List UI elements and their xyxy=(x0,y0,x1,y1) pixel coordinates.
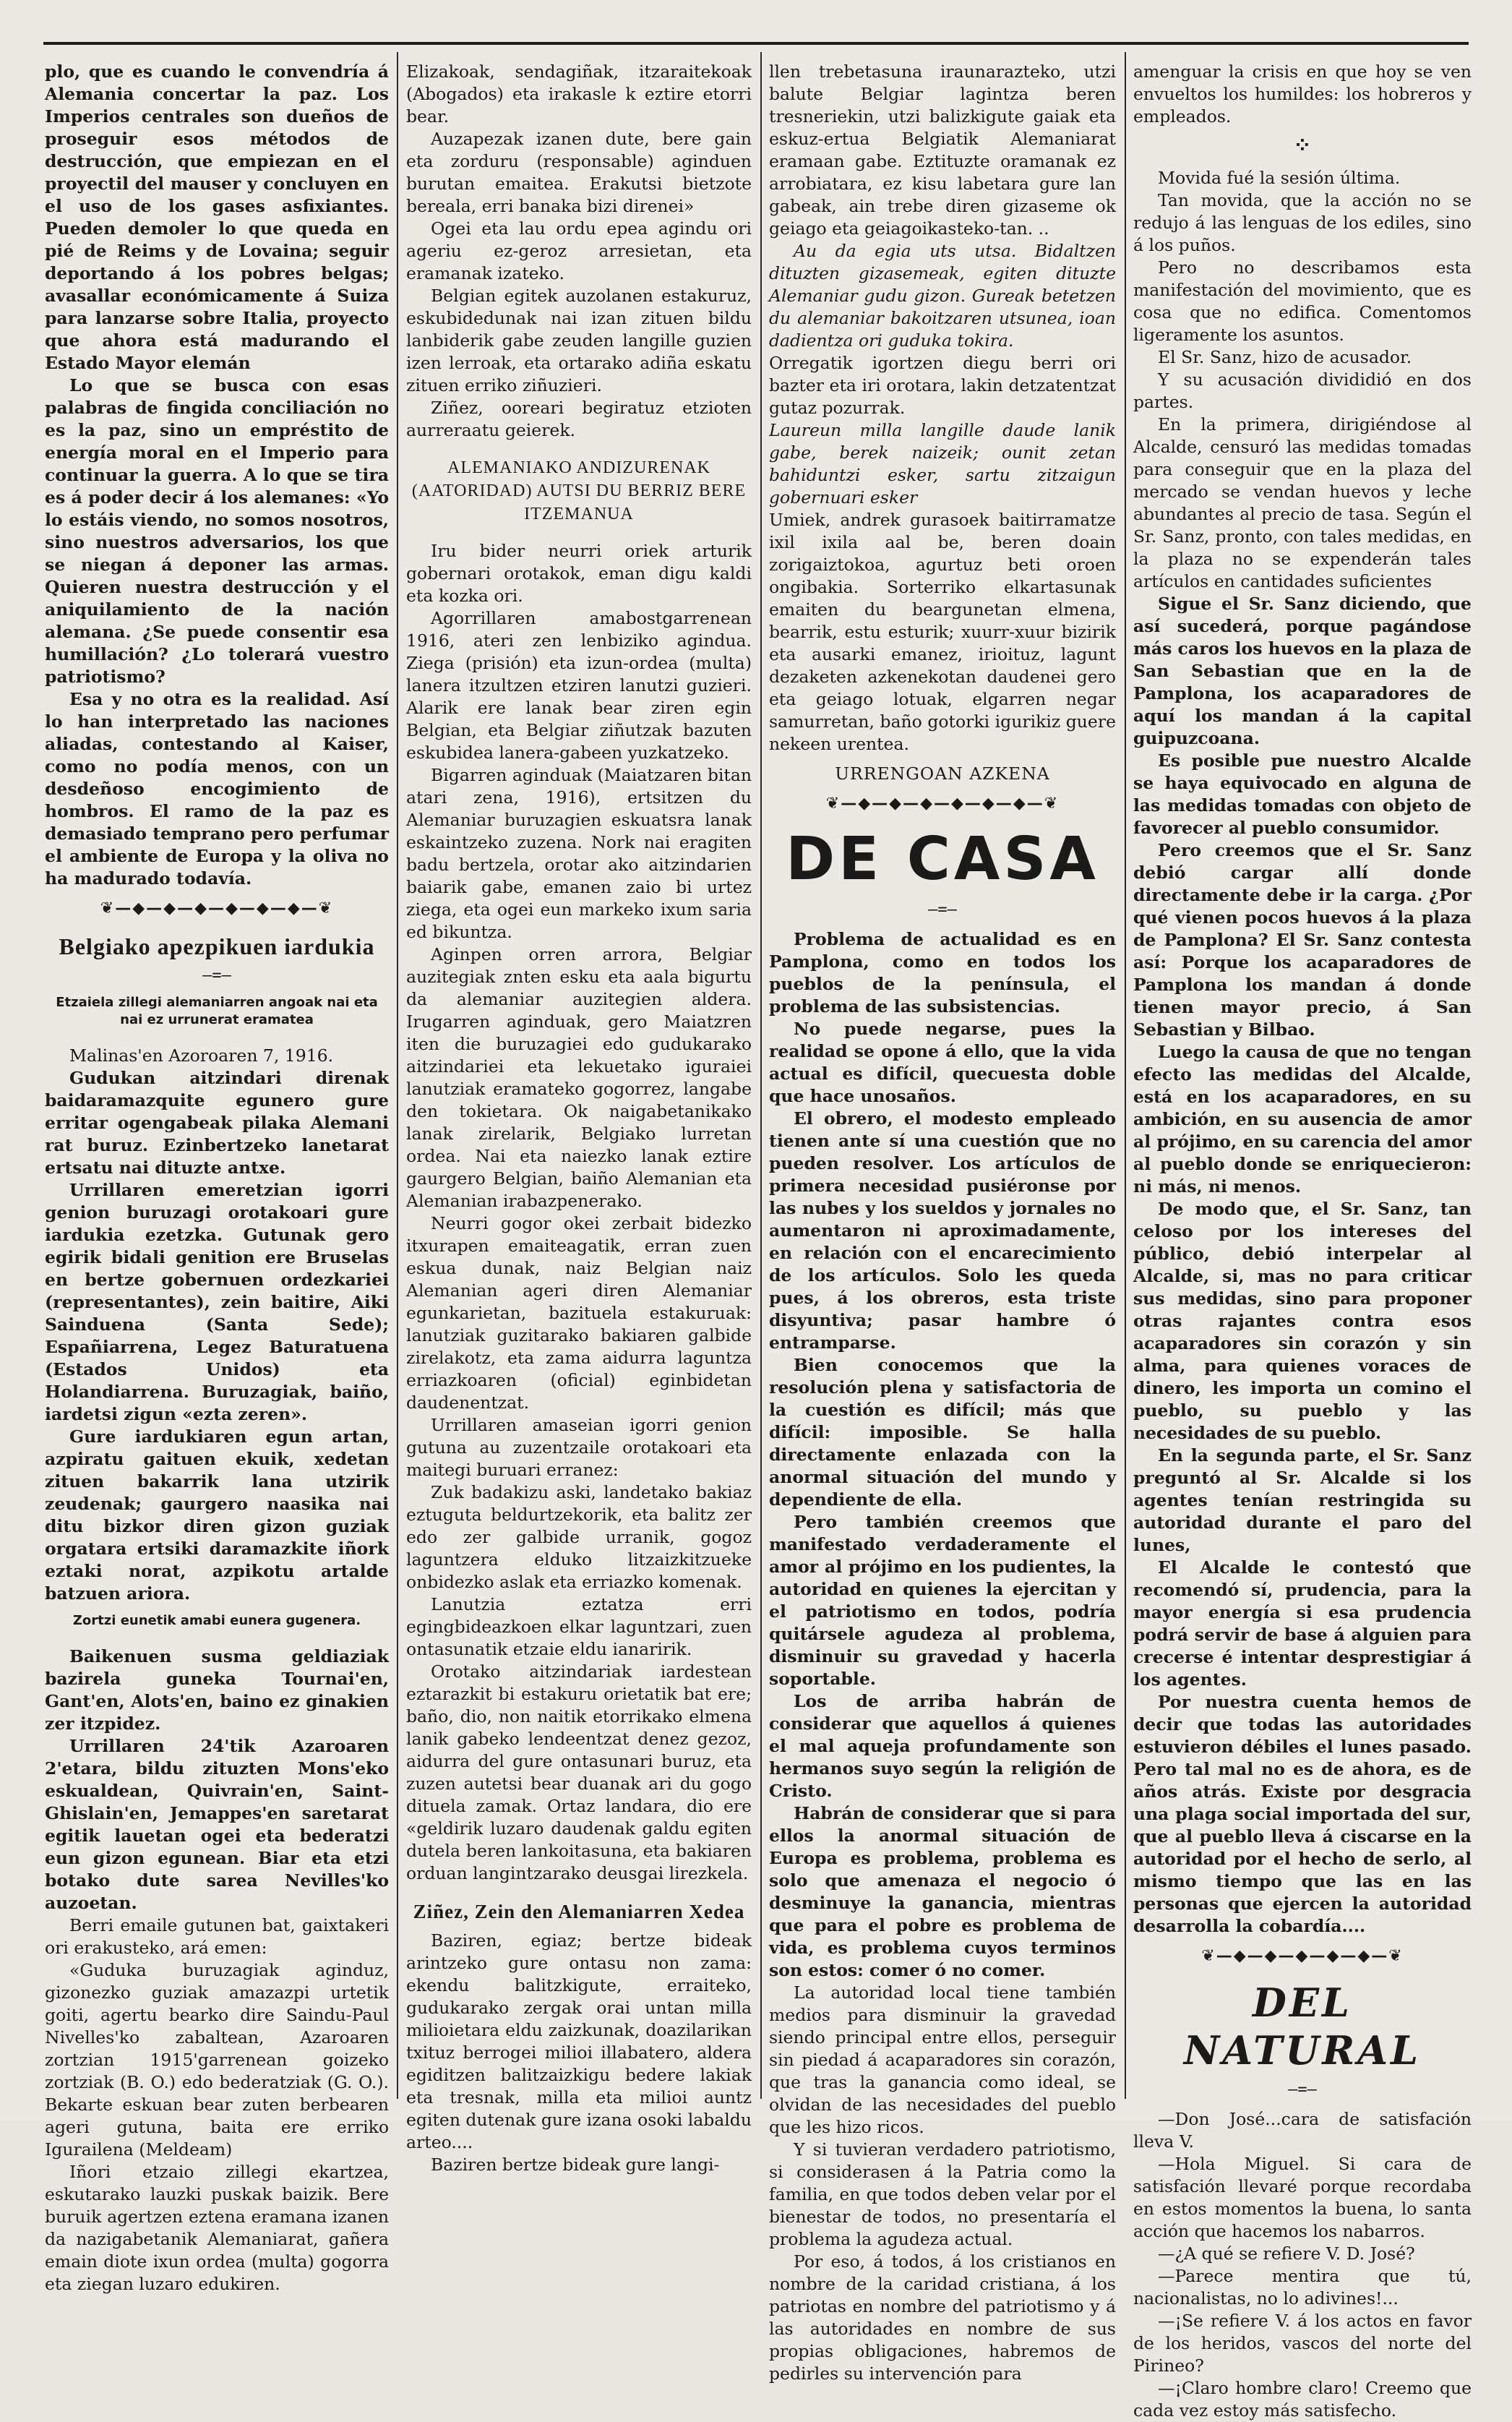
paragraph: Berri emaile gutunen bat, gaixtakeri ori erakusteko, ará emen: xyxy=(45,1915,389,1958)
dots-ornament: ⁘ xyxy=(1293,133,1312,158)
paragraph: Elizakoak, sendagiñak, itzaraitekoak (Abogados) eta irakasle k eztire etorri bear. xyxy=(406,61,752,127)
section-title-del-natural: DEL NATURAL xyxy=(1183,1980,1422,2074)
paragraph: amenguar la crisis en que hoy se ven envueltos los humildes: los hobreros y empleados. xyxy=(1133,61,1472,127)
paragraph: Luego la causa de que no tengan efecto las medidas del Alcalde, está en los acaparadores, en su ambición, en su ausencia de amor al prójimo, en su carencia del amor al pueblo donde se enriquecieron: ni más, ni menos. xyxy=(1133,1042,1472,1197)
paragraph: Ogei eta lau ordu epea agindu ori ageriu ez-geroz arresietan, eta eramanak izateko. xyxy=(406,218,752,283)
paragraph: Lanutzia eztatza erri egingbideazkoen elkar laguntzari, zuen ontasunatik etzaie eldu ianaririk. xyxy=(406,1594,752,1659)
separator: —=— xyxy=(928,901,957,919)
paragraph: En la primera, dirigiéndose al Alcalde, censuró las medidas tomadas para conseguir que en la plaza del mercado se vendan huevos y leche abundantes al precio de tasa. Según el Sr. Sanz, pronto, con tales medidas, en la plaza no se expenderán tales artículos en cantidades suficientes xyxy=(1133,414,1472,591)
column-4 xyxy=(1133,61,1472,2421)
paragraph: Zuk badakizu aski, landetako bakiaz eztuguta beldurtzekorik, eta balitz zer edo zer galbide urranik, gogoz laguntzera elduko litzaizkitzueke onbidezko aslak eta erriazko komenak. xyxy=(406,1482,752,1592)
column-divider xyxy=(397,52,398,2099)
dialogue-line: —¿A qué se refiere V. D. José? xyxy=(1158,2243,1415,2264)
paragraph: Los de arriba habrán de considerar que aquellos á quienes el mal aqueja profundamente son hermanos suyo según la religión de Cristo. xyxy=(769,1691,1116,1801)
paragraph: Orotako aitzindariak iardestean eztarazkit bi estakuru orietatik bat ere; baño, dio, non naitik etorrikako elmena lanik gabeko lendeentzat denez gezoz, aidurra del gure ontasunari buruz, eta zuzen autetsi bear duanak ari du gogo dituela zamak. Ortaz landara, dio ere «geldirik luzaro daudenak galdu egiten dutela beren lankoitasuna, eta bakiaren orduan langintzarako deusgai lirezkela. xyxy=(406,1661,752,1883)
paragraph: Urrillaren amaseian igorri genion gutuna au zuzentzaile orotakoari eta maitegi buruari erranez: xyxy=(406,1415,752,1480)
section-headline: Ziñez, Zein den Alemaniarren Xedea xyxy=(413,1901,745,1922)
paragraph: Esa y no otra es la realidad. Así lo han interpretado las naciones aliadas, contestando al Kaiser, como no podía menos, con un desdeñoso encogimiento de hombros. El ramo de la paz es demasiado temprano pero perfumar el ambiente de Europa y la oliva no ha madurado todavía. xyxy=(45,689,389,889)
paragraph: Agorrillaren amabostgarrenean 1916, ateri zen lenbiziko agindua. Ziega (prisión) eta izun-ordea (multa) lanera itzultzen etziren lanutzi guzieri. Alarik ere lanak bear ziren egin Belgian, eta Belgiar ziñutzak bazuten eskubidea lanera-gabeen yuzkatzeko. xyxy=(406,608,752,763)
paragraph: Orregatik igortzen diegu berri ori bazter eta iri orotara, lakin detzatentzat gutaz pozurrak. xyxy=(769,353,1116,418)
paragraph: El Sr. Sanz, hizo de acusador. xyxy=(1158,347,1412,367)
paragraph: Urrillaren emeretzian igorri genion buruzagi orotakoari gure iardukia ezetzka. Gutunak gero egirik bidali genition ere Bruselas en bertze gobernuen ordezkariei (representantes), zein baitire, Aiki Sainduena (Santa Sede); Españiarrena, Legez Baturatuena (Estados Unidos) eta Holandiarrena. Buruzagiak, baiño, iardetsi zigun «ezta zeren». xyxy=(45,1180,389,1424)
article-subheadline: Etzaiela zillegi alemaniarren angoak nai eta nai ez urrunerat eramatea xyxy=(56,995,378,1027)
column-1 xyxy=(45,61,389,2294)
paragraph: Y si tuvieran verdadero patriotismo, si considerasen á la Patria como la familia, en que todos deben velar por el bienestar de todos, no presentaría el problema la agudeza actual. xyxy=(769,2139,1116,2249)
dateline: Malinas'en Azoroaren 7, 1916. xyxy=(69,1045,334,1066)
separator: —=— xyxy=(202,967,231,985)
ornament-separator: ❦—◆—◆—◆—◆—◆—❦ xyxy=(1201,1947,1404,1965)
paragraph: Baikenuen susma geldiaziak bazirela guneka Tournai'en, Gant'en, Alots'en, baino ez ginakien zer itzpidez. xyxy=(45,1646,389,1734)
paragraph: Y su acusación divididió en dos partes. xyxy=(1133,369,1472,412)
paragraph: Bien conocemos que la resolución plena y satisfactoria de la cuestión es difícil; más que difícil: imposible. Se halla directamente enlazada con la anormal situación del mundo y dependiente de ella. xyxy=(769,1355,1116,1510)
article-headline: Belgiako apezpikuen iardukia xyxy=(59,933,375,959)
paragraph: Baziren bertze bideak gure langi- xyxy=(431,2154,720,2175)
dialogue-line: —Hola Miguel. Si cara de satisfación llevaré porque recordaba en estos momentos la buena, lo santa acción que hacemos los nabarros. xyxy=(1133,2154,1472,2241)
ornament-separator: ❦—◆—◆—◆—◆—◆—◆—❦ xyxy=(825,795,1060,813)
paragraph: Por nuestra cuenta hemos de decir que todas las autoridades estuvieron débiles el lunes pasado. Pero tal mal no es de ahora, es de años atrás. Existe por desgracia una plaga social importada del sur, que al pueblo lleva á ciscarse en la autoridad por el hecho de serlo, al mismo tiempo que las en las personas que ejercen la autoridad desarrolla la cobardía.... xyxy=(1133,1692,1472,1936)
paragraph: Habrán de considerar que si para ellos la anormal situación de Europa es problema, problema es solo que amenaza el negocio ó desminuye la ganancia, mientras que para el pobre es problema de vida, es problema cuyos terminos son estos: comer ó no comer. xyxy=(769,1803,1116,1980)
paragraph: La autoridad local tiene también medios para disminuir la gravedad siendo principal entre ellos, perseguir sin piedad á acaparadores sin corazón, que tras la ganancia como ideal, se olvidan de las necesidades del pueblo que les hizo ricos. xyxy=(769,1982,1116,2137)
paragraph: Bigarren aginduak (Maiatzaren bitan atari zena, 1916), ertsitzen du Alemaniar buruzagien eskuatsra lanak eskaintzeko zuzena. Nork nai eragiten badu bertzela, orotar ako aitzindarien baiarik gabe, emanen zaio bi urtez ziega, eta ogei eun markeko ixum saria ed bikuntza. xyxy=(406,765,752,942)
paragraph: Lo que se busca con esas palabras de fingida conciliación no es la paz, sino un empréstito de energía moral en el Imperio para continuar la guerra. A lo que se tira es á poder decir á los alemanes: «Yo lo estáis viendo, no somos nosotros, sino nuestros adversarios, los que se niegan á deponer las armas. Quieren nuestra destrucción y el aniquilamiento de la nación alemana. ¿Se puede consentir esa humillación? ¿Lo tolerará vuestro patriotismo? xyxy=(45,375,389,687)
paragraph: Auzapezak izanen dute, bere gain eta zorduru (responsable) aginduen burutan emaitea. Erakutsi bietzote bereala, erri banaka bizi direnei» xyxy=(406,129,752,216)
continued-note: URRENGOAN AZKENA xyxy=(835,763,1050,784)
separator: —=— xyxy=(1288,2081,1317,2099)
ornament-separator: ❦—◆—◆—◆—◆—◆—◆—❦ xyxy=(100,899,334,917)
paragraph: Au da egia uts utsa. Bidaltzen dituzten gizasemeak, egiten dituzte Alemaniar gudu gizon. Gureak betetzen du alemaniar bakoitzaren utsunea, ioan dadientza ori guduka tokira. xyxy=(769,241,1116,351)
paragraph: Iñori etzaio zillegi ekartzea, eskutarako lauzki puskak baizik. Bere buruik agertzen eztena eramana izanen da nazigabetanik Alemaniarat, gañera emain diote ixun ordea (multa) gogorra eta ziegan luzaro edukiren. xyxy=(45,2162,389,2294)
paragraph: llen trebetasuna iraunarazteko, utzi balute Belgiar lagintza beren tresneriekin, utzi balizkigute gaiak eta eskuz-ertua Belgiatik Alemaniarat eramaan gabe. Eztituzte oramanak ez arrobiatara, ez kisu labetara gure lan gabeak, ain trebe diren gizaseme ok geiago eta geiagoikasteko-tan. .. xyxy=(769,61,1116,239)
paragraph: Pero no describamos esta manifestación del movimiento, que es cosa que no edifica. Comentomos ligeramente los asuntos. xyxy=(1133,257,1472,345)
paragraph: Belgian egitek auzolanen estakuruz, eskubidedunak nai izan zituen bildu lanbiderik gabe zeuden langille guzien izen lerroak, eta ortarako adiña eskatu zituen erriko ziñuzieri. xyxy=(406,286,752,395)
paragraph: Aginpen orren arrora, Belgiar auzitegiak znten esku eta aala bigurtu da alemaniar auzitegien aldera. Irugarren aginduak, gero Maiatzren iten die buruzagiei edo gudukarako aitzindariei eta lekuetako iguraiei lanutziak eramateko gogorrez, langabe den tokietara. Ok naigabetanikako lanak zirelarik, Belgiako lurretan ordea. Nai eta naiezko lanak eztire gaurgero Belgian, baiño Alemanian eta Alemanian irabazpenerako. xyxy=(406,944,752,1211)
paragraph: Urrillaren 24'tik Azaroaren 2'etara, bildu zituzten Mons'eko eskualdean, Quivrain'en, Saint-Ghislain'en, Jemappes'en saretarat egitik lauetan ogei eta bederatzi eun gizon egunean. Biar eta etzi botako dute sarea Nevilles'ko auzoetan. xyxy=(45,1736,389,1913)
paragraph: plo, que es cuando le convendría á Alemania concertar la paz. Los Imperios centrales son dueños de proseguir esos métodos de destrucción, que empiezan en el proyectil del mauser y concluyen en el uso de los gases asfixiantes. Pueden demoler lo que queda en pié de Reims y de Lovaina; seguir deportando á los pobres belgas; avasallar económicamente á Suiza para lanzarse sobre Italia, proyecto que ahora está madurando el Estado Mayor elemán xyxy=(45,61,389,373)
paragraph: Problema de actualidad es en Pamplona, como en todos los pueblos de la península, el problema de las subsistencias. xyxy=(769,929,1116,1017)
column-divider xyxy=(760,52,762,2099)
paragraph: Pero creemos que el Sr. Sanz debió cargar allí donde directamente debe ir la carga. ¿Por qué vienen pocos huevos á la plaza de Pamplona? El Sr. Sanz contesta así: Porque los acaparadores de Pamplona los mandan á donde tienen mayor precio, á San Sebastian y Bilbao. xyxy=(1133,840,1472,1040)
paragraph: Laureun milla langille daude lanik gabe, berek naizeik; ounit zetan bahiduntzi esker, sartu zitzaigun gobernuari esker xyxy=(769,420,1116,508)
column-2 xyxy=(406,61,752,2175)
paragraph: Tan movida, que la acción no se redujo á las lenguas de los ediles, sino á los puños. xyxy=(1133,190,1472,255)
dialogue-line: —Don José...cara de satisfación lleva V. xyxy=(1133,2109,1472,2152)
paragraph: El obrero, el modesto empleado tienen ante sí una cuestión que no pueden resolver. Los artículos de primera necesidad pusiéronse por las nubes y los sueldos y jornales no aumentaron ni aproximadamente, en relación con el encarecimiento de los artículos. Solo les queda pues, á los obreros, esta triste disyuntiva; pasar hambre ó entramparse. xyxy=(769,1108,1116,1353)
column-3 xyxy=(769,61,1116,2384)
section-title-de-casa: DE CASA xyxy=(786,825,1099,894)
paragraph: Es posible pue nuestro Alcalde se haya equivocado en alguna de las medidas tomadas con objeto de favorecer al pueblo consumidor. xyxy=(1133,750,1472,838)
paragraph: Ziñez, ooreari begiratuz etzioten aurreraatu geierek. xyxy=(406,398,752,440)
dialogue-line: —Parece mentira que tú, nacionalistas, no lo adivines!... xyxy=(1133,2266,1472,2308)
paragraph: De modo que, el Sr. Sanz, tan celoso por los intereses del público, debió interpelar al Alcalde, si, mas no para criticar sus medidas, sino para proponer otras rajantes contra esos acaparadores sin corazón y sin alma, para quienes voraces de dinero, les importa un comino el pueblo, su pueblo y las necesidades de su pueblo. xyxy=(1133,1199,1472,1443)
paragraph: Por eso, á todos, á los cristianos en nombre de la caridad cristiana, á los patriotas en nombre del patriotismo y á las autoridades en nombre de sus propias obligaciones, habremos de pedirles su intervención para xyxy=(769,2251,1116,2384)
paragraph: Baziren, egiaz; bertze bideak arintzeko gure ontasu non zama: ekendu balitzkigute, erraiteko, gudukarako zergak orai untan milla milioietara eldu zaizkunak, doazilarikan txituz berrogei milioi illabatero, aldera egiditzen balitzaizkigu bedere lakiak eta tresnak, milla eta milioi auntz egiten dutenak gure izana osoki labaldu arteo.... xyxy=(406,1930,752,2152)
top-rule xyxy=(43,42,1469,45)
column-divider xyxy=(1125,52,1126,2099)
section-headline: ALEMANIAKO ANDIZURENAK (AATORIDAD) AUTSI DU BERRIZ BERE ITZEMANUA xyxy=(411,458,747,523)
paragraph: Neurri gogor okei zerbait bidezko itxurapen emaiteagatik, erran zuen eskua dunak, naiz Belgian naiz Alemanian ageri diren Alemaniar egunkarietan, bazituela estakuruak: lanutziak guzitarako bakiaren galbide zirelakotz, eta zama aidurra laguntza erriazkoaren (oficial) eginbidetan daudenentzat. xyxy=(406,1213,752,1413)
paragraph: El Alcalde le contestó que recomendó sí, prudencia, para la mayor energía si esa prudencia podrá servir de base á alguien para crecerse é intentar desprestigiar á los agentes. xyxy=(1133,1557,1472,1690)
paragraph: Gudukan aitzindari direnak baidaramazquite egunero gure erritar ogengabeak pilaka Alemani rat buruz. Ezinbertzeko lanetarat ertsatu nai dituzte antxe. xyxy=(45,1068,389,1178)
paragraph: En la segunda parte, el Sr. Sanz preguntó al Sr. Alcalde si los agentes tenían restringida su autoridad durante el paro del lunes, xyxy=(1133,1445,1472,1555)
paragraph: Movida fué la sesión última. xyxy=(1158,168,1401,188)
section-subheadline: Zortzi eunetik amabi eunera gugenera. xyxy=(72,1613,361,1628)
paragraph: No puede negarse, pues la realidad se opone á ello, que la vida actual es difícil, quecuesta doble que hace unosaños. xyxy=(769,1019,1116,1106)
paragraph: Gure iardukiaren egun artan, azpiratu gaituen ekuik, xedetan zituen bakarrik lana utzirik zeudenak; gaurgero naasika nai ditu bizkor diren gizon guziak orgatara ertsiki daramazkite iñork eztaki norat, azpikotu artalde batzuen ariora. xyxy=(45,1426,389,1604)
paragraph: «Guduka buruzagiak aginduz, gizonezko guziak amazazpi urtetik goiti, agertu bearko dire Saindu-Paul Nivelles'ko zabaltean, Azaroaren zortzian 1915'garrenean goizeko zortziak (B. O.) edo bederatziak (G. O.). Bekarte eskuan bear zuten berbearen ageri gutuna, baita ere erriko Igurailena (Meldeam) xyxy=(45,1960,389,2160)
dialogue-line: —¡Se refiere V. á los actos en favor de los heridos, vascos del norte del Pirineo? xyxy=(1133,2311,1472,2376)
paragraph: Iru bider neurri oriek arturik gobernari orotakok, eman digu kaldi eta kozka ori. xyxy=(406,541,752,606)
dialogue-line: —¡Claro hombre claro! Creemo que cada vez estoy más satisfecho. xyxy=(1133,2378,1472,2421)
paragraph: Pero también creemos que manifestado verdaderamente el amor al prójimo en los pudientes, la autoridad en quienes la ejercitan y el patriotismo en todos, podría quitársele agudeza al problema, disminuir su gravedad y hacerla soportable. xyxy=(769,1512,1116,1689)
paragraph: Sigue el Sr. Sanz diciendo, que así sucederá, porque pagándose más caros los huevos en la plaza de San Sebastian que en la de Pamplona, los acaparadores de aquí los mandan á la capital guipuzcoana. xyxy=(1133,594,1472,748)
paragraph: Umiek, andrek gurasoek baitirramatze ixil ixila aal be, beren doain zorigaiztokoa, agurtuz beti oroen ongibakia. Sorterriko elkartasunak emaiten du beargunetan elmena, bearrik, estu esturik; xuurr-xuur bizirik eta ausarki emanez, irioituz, lagunt dezaketen azkenekotan daudenei gero eta geiago lotuak, elgarren negar samurretan, baño gotorki igurikiz guere nekeen urentea. xyxy=(769,510,1116,754)
